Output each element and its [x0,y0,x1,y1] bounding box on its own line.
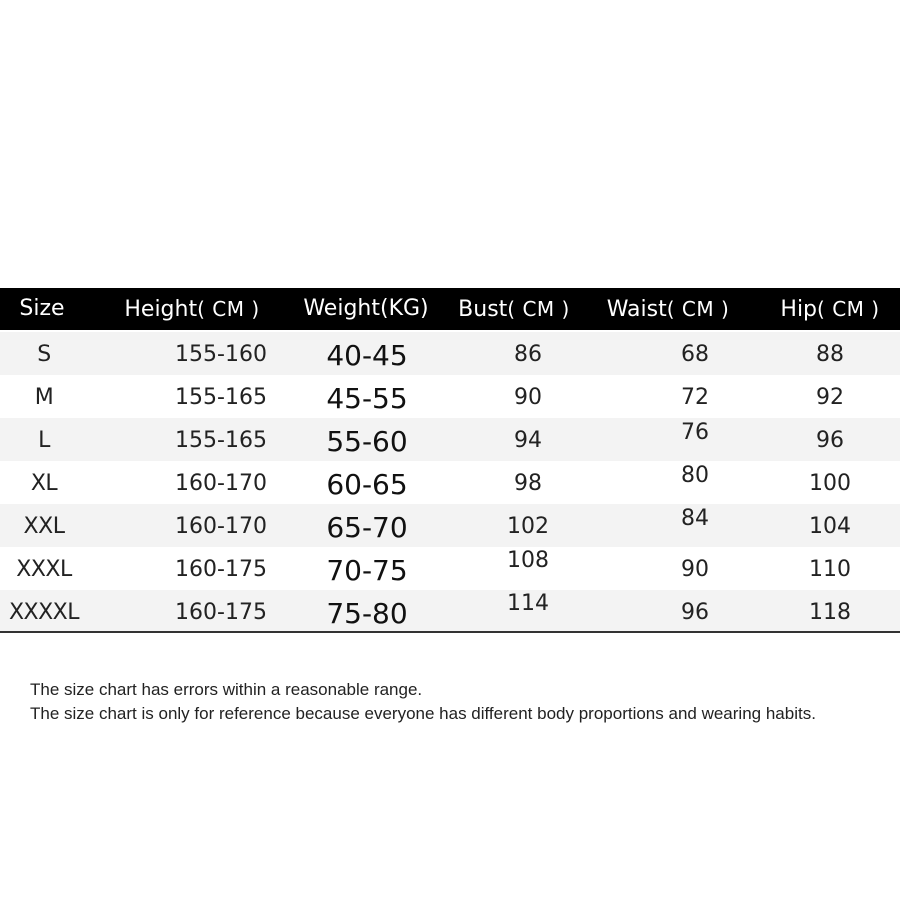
cell-height: 155-165 [175,385,267,410]
cell-size: XXL [23,514,65,539]
table-row [0,332,900,375]
column-header-waist [588,288,748,330]
cell-height: 160-175 [175,557,267,582]
column-header-unit: ( CM ) [197,297,260,321]
table-row [0,461,900,504]
column-header-size [0,288,122,330]
cell-height: 155-160 [175,342,267,367]
cell-waist: 84 [681,506,709,531]
column-header-label: Hip [780,297,818,322]
cell-height: 160-175 [175,600,267,625]
cell-hip: 110 [809,557,851,582]
note-line: The size chart has errors within a reasonable range. [30,680,423,699]
table-row [0,375,900,418]
cell-hip: 104 [809,514,851,539]
column-header-unit: ( CM ) [817,297,880,321]
cell-bust: 98 [514,471,542,496]
cell-bust: 94 [514,428,542,453]
table-row [0,418,900,461]
cell-height: 160-170 [175,514,267,539]
cell-waist: 76 [681,420,709,445]
note-line: The size chart is only for reference because everyone has different body proportions and wearing habits. [30,704,816,723]
column-header-label: Weight(KG) [303,296,429,321]
cell-hip: 118 [809,600,851,625]
column-header-label: Height [124,297,198,322]
cell-bust: 108 [507,548,549,573]
cell-size: XL [30,471,58,496]
cell-bust: 102 [507,514,549,539]
cell-size: XXXXL [8,600,80,625]
size-chart-notes [30,678,890,726]
cell-waist: 90 [681,557,709,582]
cell-size: M [34,385,54,410]
column-header-height [112,288,272,330]
cell-bust: 114 [507,591,549,616]
cell-waist: 96 [681,600,709,625]
cell-size: L [38,428,50,453]
cell-bust: 90 [514,385,542,410]
column-header-unit: ( CM ) [507,297,570,321]
cell-size: XXXL [16,557,72,582]
cell-waist: 80 [681,463,709,488]
cell-weight: 40-45 [326,339,408,372]
cell-waist: 72 [681,385,709,410]
column-header-label: Bust [458,297,508,322]
cell-size: S [37,342,51,367]
column-header-label: Waist [606,297,667,322]
cell-hip: 100 [809,471,851,496]
size-chart-table [0,288,900,634]
cell-weight: 45-55 [326,382,408,415]
cell-height: 155-165 [175,428,267,453]
cell-hip: 96 [816,428,844,453]
cell-waist: 68 [681,342,709,367]
table-row [0,547,900,590]
cell-hip: 92 [816,385,844,410]
cell-weight: 60-65 [326,468,408,501]
cell-weight: 75-80 [326,597,408,630]
column-header-unit: ( CM ) [666,297,730,321]
cell-weight: 70-75 [326,554,408,587]
cell-weight: 55-60 [326,425,408,458]
column-header-bust [434,288,594,330]
cell-hip: 88 [816,342,844,367]
table-bottom-rule [0,631,900,633]
cell-height: 160-170 [175,471,267,496]
column-header-label: Size [19,296,65,321]
table-header [0,288,900,330]
cell-bust: 86 [514,342,542,367]
column-header-weight [286,288,446,330]
cell-weight: 65-70 [326,511,408,544]
table-row [0,504,900,547]
table-row [0,590,900,633]
column-header-hip [750,288,900,330]
